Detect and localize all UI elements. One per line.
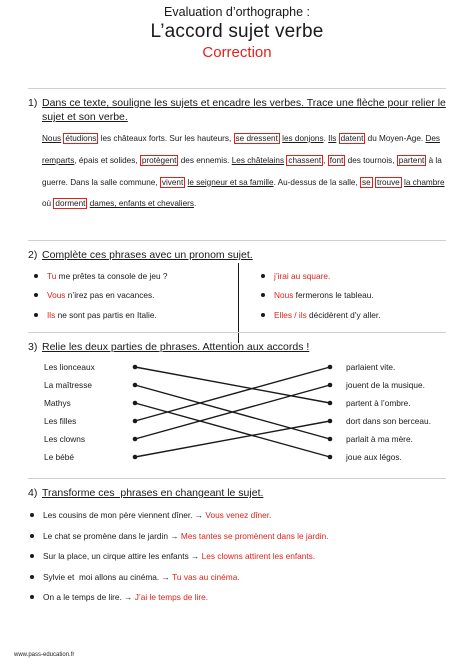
text-segment: du Moyen-Age. (365, 134, 426, 143)
section-4 (28, 486, 454, 608)
bullet-icon (261, 313, 265, 317)
section-3 (28, 340, 454, 476)
subject-item: Les filles (44, 416, 77, 426)
list-item (261, 286, 381, 306)
matching-line (135, 367, 330, 421)
left-anchor-dot (133, 419, 138, 424)
arrow-right-icon: → (188, 551, 202, 562)
subject-underlined: la chambre (404, 177, 445, 187)
text-segment: des tournois, (345, 155, 397, 165)
arrow-right-icon: → (192, 510, 206, 521)
left-anchor-dot (133, 437, 138, 442)
original-sentence: Sylvie et moi allons au cinéma. (43, 571, 160, 582)
verb-boxed: protègent (141, 155, 177, 165)
bullet-icon (34, 293, 38, 297)
transform-list (28, 505, 454, 608)
verb-boxed: datent (340, 134, 364, 143)
matching-right-column (346, 358, 431, 466)
sentence-text: n’irez pas en vacances. (65, 290, 155, 301)
arrow-right-icon: → (159, 571, 173, 582)
predicate-item: parlait à ma mère. (346, 434, 413, 444)
bullet-icon (34, 274, 38, 278)
separator (28, 332, 446, 333)
subject-underlined: Nous (42, 134, 62, 143)
original-sentence: Les cousins de mon père viennent dîner. (43, 510, 193, 521)
section-2-title (28, 248, 454, 262)
sentence-text: décidèrent d’y aller. (306, 309, 381, 320)
header (0, 0, 474, 62)
section-1 (28, 96, 454, 215)
subject-item: Les clowns (44, 434, 86, 444)
original-sentence: Sur la place, un cirque attire les enfants (43, 551, 189, 562)
list-item (28, 546, 454, 567)
arrow-right-icon: → (121, 592, 135, 603)
section-3-title (28, 340, 454, 354)
section-2-instruction: Complète ces phrases avec un pronom sujet. (42, 249, 253, 261)
bullet-icon (30, 595, 34, 599)
subject-underlined: Ils (328, 134, 337, 143)
right-anchor-dot (328, 437, 333, 442)
verb-boxed: trouve (376, 177, 400, 187)
predicate-item: jouent de la musique. (346, 380, 425, 390)
answer-sentence: J’ai le temps de lire. (134, 592, 209, 603)
sentence-text: fermerons le tableau. (293, 290, 374, 301)
pronoun-answer: Ils (47, 309, 56, 320)
right-anchor-dot (328, 365, 333, 370)
subject-underlined: les donjons (282, 134, 324, 143)
text-segment: , épais et solides, (74, 155, 140, 165)
answer-sentence: Mes tantes se promènent dans le jardin. (180, 530, 329, 541)
list-item (28, 587, 454, 608)
verb-boxed: dorment (55, 199, 86, 209)
section-1-number: 1) (28, 97, 38, 109)
pronoun-answer: Nous (274, 290, 294, 301)
bullet-icon (30, 554, 34, 558)
matching-line (135, 421, 330, 457)
section-1-instruction: Dans ce texte, souligne les sujets et encadre les verbes. Trace une flèche pour relier le sujet et son verbe. (42, 97, 446, 123)
list-item (28, 526, 454, 547)
answer-sentence: Vous venez dîner. (205, 510, 272, 521)
subject-underlined: Des remparts (42, 134, 441, 165)
text-segment: , (323, 155, 328, 165)
matching-line (135, 367, 330, 403)
left-anchor-dot (133, 401, 138, 406)
section-2-number: 2) (28, 249, 38, 261)
subject-underlined: dames, enfants et chevaliers (89, 199, 194, 209)
pronoun-list-right (261, 266, 381, 325)
list-item (34, 305, 168, 325)
matching-line (135, 403, 330, 457)
bullet-icon (30, 575, 34, 579)
text-segment: des ennemis. (178, 155, 232, 165)
list-item (261, 305, 381, 325)
original-sentence: Le chat se promène dans le jardin (43, 530, 168, 541)
verb-boxed: se dressent (235, 134, 278, 143)
footer-url: www.pass-education.fr (14, 652, 75, 658)
original-sentence: On a le temps de lire. (43, 592, 122, 603)
bullet-icon (30, 513, 34, 517)
section-2 (28, 248, 454, 340)
pronoun-answer: Tu (47, 270, 57, 281)
section-4-number: 4) (28, 487, 38, 499)
worksheet-title: L’accord sujet verbe (150, 21, 324, 42)
bullet-icon (261, 274, 265, 278)
verb-boxed: étudions (65, 134, 97, 143)
left-anchor-dot (133, 383, 138, 388)
text-segment: . (323, 134, 329, 143)
text-segment: les châteaux forts. Sur les hauteurs, (98, 134, 234, 143)
section-3-number: 3) (28, 341, 38, 353)
verb-boxed: se (362, 177, 371, 187)
left-anchor-dot (133, 365, 138, 370)
right-anchor-dot (328, 419, 333, 424)
text-segment: . (193, 199, 197, 209)
right-anchor-dot (328, 455, 333, 460)
list-item (261, 266, 381, 286)
list-item (28, 567, 454, 588)
answer-sentence: Les clowns attirent les enfants. (201, 551, 316, 562)
pronoun-answer: Vous (47, 290, 66, 301)
predicate-item: dort dans son berceau. (346, 416, 431, 426)
subject-underlined: le seigneur et sa famille (187, 177, 274, 187)
separator (28, 240, 446, 241)
evaluation-title: Evaluation d’orthographe : (164, 5, 310, 19)
section-3-instruction: Relie les deux parties de phrases. Attention aux accords ! (42, 341, 310, 353)
bullet-icon (30, 534, 34, 538)
text-segment: . Au-dessus de la salle, (273, 177, 361, 187)
pronoun-exercise (28, 266, 454, 340)
subject-item: La maîtresse (44, 380, 92, 390)
matching-exercise (28, 358, 454, 476)
section-1-title (28, 96, 454, 124)
predicate-item: partent à l’ombre. (346, 398, 411, 408)
sentence-text: ne sont pas partis en Italie. (55, 309, 157, 320)
predicate-item: joue aux légos. (346, 452, 402, 462)
text-segment: à la guerre. Dans la salle commune, (42, 155, 442, 187)
answer-sentence: Tu vas au cinéma. (172, 571, 240, 582)
text-segment: où (42, 199, 54, 209)
verb-boxed: vivent (161, 177, 184, 187)
sentence-text: j’irai au square. (274, 270, 331, 281)
subject-item: Mathys (44, 398, 71, 408)
arrow-right-icon: → (168, 530, 181, 541)
castle-paragraph (28, 128, 454, 215)
sentence-text: me prêtes ta console de jeu ? (56, 270, 168, 281)
left-anchor-dot (133, 455, 138, 460)
pronoun-answer: Elles / ils (274, 309, 307, 320)
section-4-instruction: Transforme ces phrases en changeant le sujet. (42, 487, 264, 499)
verb-boxed: partent (398, 155, 425, 165)
list-item (34, 266, 168, 286)
pronoun-list-left (34, 266, 168, 325)
verb-boxed: chassent (288, 155, 322, 165)
correction-label: Correction (202, 44, 272, 61)
column-divider (238, 263, 239, 343)
bullet-icon (261, 293, 265, 297)
bullet-icon (34, 313, 38, 317)
subject-underlined: Les châtelains (231, 155, 285, 165)
right-anchor-dot (328, 383, 333, 388)
subject-item: Les lionceaux (44, 362, 95, 372)
subject-item: Le bébé (44, 452, 74, 462)
separator (28, 88, 446, 89)
list-item (28, 505, 454, 526)
section-4-title (28, 486, 454, 500)
list-item (34, 286, 168, 306)
right-anchor-dot (328, 401, 333, 406)
predicate-item: parlaient vite. (346, 362, 396, 372)
verb-boxed: font (329, 155, 344, 165)
separator (28, 478, 446, 479)
